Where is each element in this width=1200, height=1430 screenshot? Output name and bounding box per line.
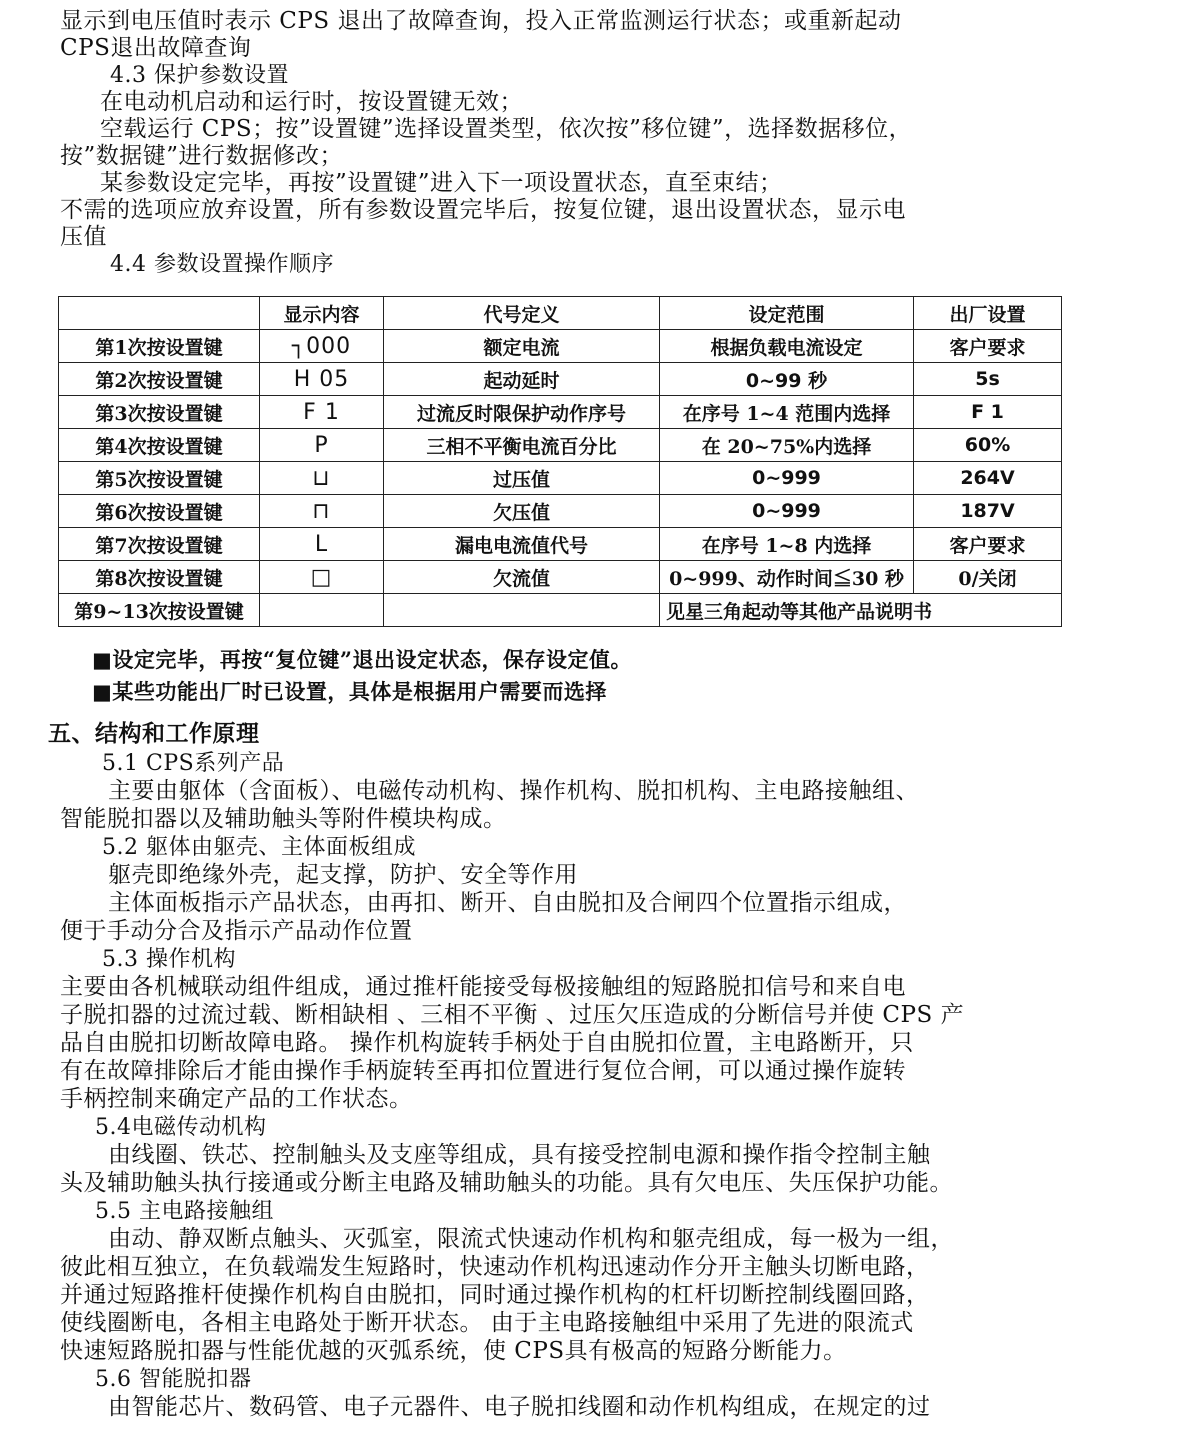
setting-range: 在序号 1~8 内选择 — [660, 528, 914, 561]
row-label: 第6次按设置键 — [59, 495, 260, 528]
s55-line-5: 快速短路脱扣器与性能优越的灭弧系统，使 CPS具有极高的短路分断能力。 — [60, 1338, 847, 1364]
section-5-6-heading: 5.6 智能脱扣器 — [95, 1367, 252, 1392]
table-row — [59, 495, 1062, 528]
code-definition: 漏电电流值代号 — [384, 528, 660, 561]
s43-para-1: 在电动机启动和运行时，按设置键无效； — [100, 89, 523, 115]
s55-line-1: 由动、静双断点触头、灭弧室，限流式快速动作机构和躯壳组成，每一极为一组， — [108, 1226, 954, 1252]
row-label: 第9~13次按设置键 — [59, 594, 260, 627]
section-4-3-heading: 4.3 保护参数设置 — [110, 63, 289, 88]
s53-line-4: 有在故障排除后才能由操作手柄旋转至再扣位置进行复位合闸，可以通过操作旋转 — [60, 1058, 906, 1084]
s52-line-2: 主体面板指示产品状态，由再扣、断开、自由脱扣及合闸四个位置指示组成， — [108, 890, 907, 916]
code-definition: 过流反时限保护动作序号 — [384, 396, 660, 429]
row-label: 第3次按设置键 — [59, 396, 260, 429]
s53-line-1: 主要由各机械联动组件组成，通过推杆能接受每极接触组的短路脱扣信号和来自电 — [60, 974, 906, 1000]
factory-setting: 187V — [914, 495, 1062, 528]
table-header-row — [59, 297, 1062, 330]
display-code: ┐000 — [260, 330, 384, 363]
section-5-4-heading: 5.4电磁传动机构 — [95, 1115, 267, 1140]
table-row — [59, 462, 1062, 495]
section-4-4-heading: 4.4 参数设置操作顺序 — [110, 252, 334, 277]
row-label: 第8次按设置键 — [59, 561, 260, 594]
s43-para-2b: 按”数据键”进行数据修改； — [60, 143, 344, 169]
s43-para-3: 某参数设定完毕，再按”设置键”进入下一项设置状态，直至束结； — [100, 170, 783, 196]
intro-line-2: CPS退出故障查询 — [60, 35, 252, 61]
row-label: 第2次按设置键 — [59, 363, 260, 396]
merged-note-cell: 见星三角起动等其他产品说明书 — [660, 594, 1062, 627]
code-definition: 欠压值 — [384, 495, 660, 528]
table-row — [59, 429, 1062, 462]
code-definition: 欠流值 — [384, 561, 660, 594]
empty-cell — [384, 594, 660, 627]
s51-line-2: 智能脱扣器以及辅助触头等附件模块构成。 — [60, 806, 507, 832]
s56-line-1: 由智能芯片、数码管、电子元器件、电子脱扣线圈和动作机构组成，在规定的过 — [108, 1394, 931, 1420]
setting-range: 在序号 1~4 范围内选择 — [660, 396, 914, 429]
s51-line-1: 主要由躯体（含面板）、电磁传动机构、操作机构、脱扣机构、主电路接触组、 — [108, 778, 919, 804]
table-row — [59, 594, 1062, 627]
note-1: ■设定完毕，再按“复位键”退出设定状态，保存设定值。 — [92, 647, 632, 672]
table-row — [59, 528, 1062, 561]
table-header-cell: 设定范围 — [660, 297, 914, 330]
display-code: ⊓ — [260, 495, 384, 528]
display-code: F 1 — [260, 396, 384, 429]
s53-line-2: 子脱扣器的过流过载、断相缺相 、三相不平衡 、过压欠压造成的分断信号并使 CPS 产 — [60, 1002, 965, 1028]
table-row — [59, 561, 1062, 594]
s55-line-4: 使线圈断电，各相主电路处于断开状态。 由于主电路接触组中采用了先进的限流式 — [60, 1310, 914, 1336]
setting-range: 0~999 — [660, 462, 914, 495]
display-code: L — [260, 528, 384, 561]
intro-line-1: 显示到电压值时表示 CPS 退出了故障查询，投入正常监测运行状态；或重新起动 — [60, 8, 902, 34]
factory-setting: 客户要求 — [914, 330, 1062, 363]
setting-range: 根据负载电流设定 — [660, 330, 914, 363]
section-5-5-heading: 5.5 主电路接触组 — [95, 1199, 274, 1224]
code-definition: 起动延时 — [384, 363, 660, 396]
setting-range: 0~999 — [660, 495, 914, 528]
table-header-cell: 代号定义 — [384, 297, 660, 330]
factory-setting: 60% — [914, 429, 1062, 462]
code-definition: 额定电流 — [384, 330, 660, 363]
table-header-cell: 出厂设置 — [914, 297, 1062, 330]
factory-setting: 客户要求 — [914, 528, 1062, 561]
setting-range: 0~99 秒 — [660, 363, 914, 396]
s52-line-1: 躯壳即绝缘外壳，起支撑，防护、安全等作用 — [108, 862, 578, 888]
s53-line-3: 品自由脱扣切断故障电路。 操作机构旋转手柄处于自由脱扣位置，主电路断开，只 — [60, 1030, 914, 1056]
factory-setting: F 1 — [914, 396, 1062, 429]
setting-range: 0~999、动作时间≦30 秒 — [660, 561, 914, 594]
row-label: 第5次按设置键 — [59, 462, 260, 495]
table-row — [59, 363, 1062, 396]
row-label: 第4次按设置键 — [59, 429, 260, 462]
s55-line-2: 彼此相互独立，在负载端发生短路时，快速动作机构迅速动作分开主触头切断电路， — [60, 1254, 930, 1280]
s55-line-3: 并通过短路推杆使操作机构自由脱扣，同时通过操作机构的杠杆切断控制线圈回路， — [60, 1282, 930, 1308]
empty-cell — [260, 594, 384, 627]
factory-setting: 0/关闭 — [914, 561, 1062, 594]
display-code: P — [260, 429, 384, 462]
s43-para-4b: 压值 — [60, 224, 107, 250]
display-code: ⊔ — [260, 462, 384, 495]
s43-para-2a: 空载运行 CPS；按”设置键”选择设置类型，依次按”移位键”，选择数据移位， — [100, 116, 913, 142]
factory-setting: 5s — [914, 363, 1062, 396]
table-header-cell — [59, 297, 260, 330]
s54-line-2: 头及辅助触头执行接通或分断主电路及辅助触头的功能。具有欠电压、失压保护功能。 — [60, 1170, 953, 1196]
setting-range: 在 20~75%内选择 — [660, 429, 914, 462]
chapter-5-heading: 五、结构和工作原理 — [48, 720, 260, 747]
section-5-3-heading: 5.3 操作机构 — [102, 947, 236, 972]
display-code: H 05 — [260, 363, 384, 396]
s53-line-5: 手柄控制来确定产品的工作状态。 — [60, 1086, 413, 1112]
section-5-1-heading: 5.1 CPS系列产品 — [102, 751, 285, 776]
note-2: ■某些功能出厂时已设置，具体是根据用户需要而选择 — [92, 679, 607, 704]
s54-line-1: 由线圈、铁芯、控制触头及支座等组成，具有接受控制电源和操作指令控制主触 — [108, 1142, 931, 1168]
display-code: □ — [260, 561, 384, 594]
section-5-2-heading: 5.2 躯体由躯壳、主体面板组成 — [102, 835, 416, 860]
table-header-cell: 显示内容 — [260, 297, 384, 330]
factory-setting: 264V — [914, 462, 1062, 495]
code-definition: 三相不平衡电流百分比 — [384, 429, 660, 462]
parameter-settings-table — [58, 296, 1062, 627]
row-label: 第1次按设置键 — [59, 330, 260, 363]
row-label: 第7次按设置键 — [59, 528, 260, 561]
table-row — [59, 330, 1062, 363]
s43-para-4a: 不需的选项应放弃设置，所有参数设置完毕后，按复位键，退出设置状态，显示电 — [60, 197, 906, 223]
s52-line-3: 便于手动分合及指示产品动作位置 — [60, 918, 413, 944]
table-row — [59, 396, 1062, 429]
code-definition: 过压值 — [384, 462, 660, 495]
